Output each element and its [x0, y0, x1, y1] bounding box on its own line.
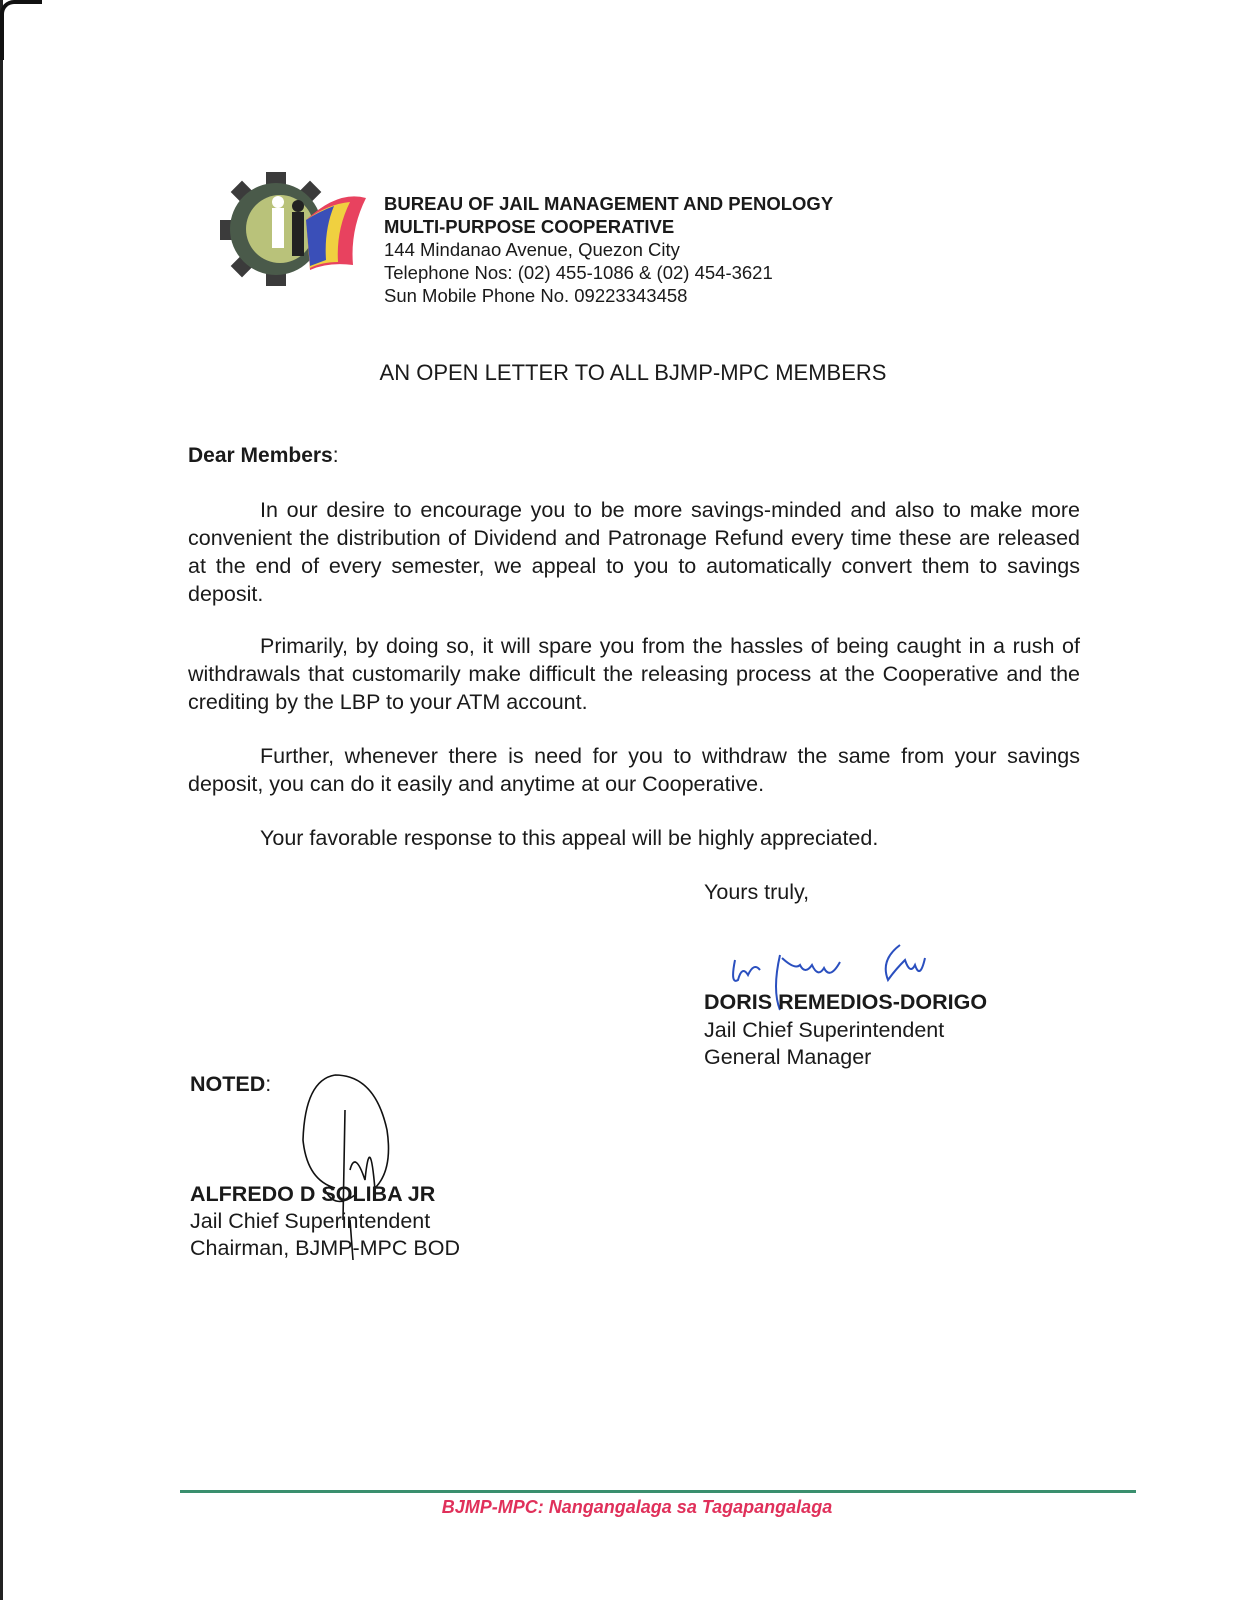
scan-edge	[0, 0, 3, 1600]
paragraph-1: In our desire to encourage you to be more savings-minded and also to make more convenient the distribution of Dividend and Patronage Refund every time these are released at the end of every semester, we appeal to you to automatically convert them to savings deposit.	[188, 498, 1080, 606]
salutation-colon: :	[332, 444, 339, 467]
gm-name: DORIS REMEDIOS-DORIGO	[704, 990, 988, 1014]
paragraph-2: Primarily, by doing so, it will spare you from the hassles of being caught in a rush of withdrawals that customarily make difficult the releasing process at the Cooperative and the crediting by the LBP to your ATM account.	[188, 634, 1080, 714]
footer-motto: BJMP-MPC: Nangangalaga sa Tagapangalaga	[441, 1497, 833, 1517]
paragraph-3: Further, whenever there is need for you to withdraw the same from your savings deposit, you can do it easily and anytime at our Cooperative.	[188, 744, 1080, 796]
address: 144 Mindanao Avenue, Quezon City	[384, 239, 680, 260]
org-name-line1: BUREAU OF JAIL MANAGEMENT AND PENOLOGY	[384, 193, 834, 214]
salutation-bold: Dear Members	[188, 444, 333, 467]
gm-rank: Jail Chief Superintendent	[704, 1018, 945, 1042]
chairman-rank: Jail Chief Superintendent	[190, 1209, 431, 1233]
scan-corner	[0, 0, 42, 60]
closing-phrase: Yours truly,	[704, 880, 810, 904]
noted-colon: :	[265, 1072, 272, 1096]
cooperative-logo	[218, 170, 368, 290]
chairman-name: ALFREDO D SOLIBA JR	[190, 1182, 436, 1206]
noted-bold: NOTED	[190, 1072, 266, 1096]
gm-position: General Manager	[704, 1045, 872, 1069]
letterhead	[384, 192, 833, 307]
letter-title: AN OPEN LETTER TO ALL BJMP-MPC MEMBERS	[379, 360, 887, 385]
noted-label	[190, 1070, 271, 1098]
salutation	[188, 444, 339, 468]
telephone: Telephone Nos: (02) 455-1086 & (02) 454-3621	[384, 262, 773, 283]
chairman-position: Chairman, BJMP-MPC BOD	[190, 1236, 460, 1260]
mobile: Sun Mobile Phone No. 09223343458	[384, 285, 688, 306]
org-name-line2: MULTI-PURPOSE COOPERATIVE	[384, 216, 675, 237]
paragraph-4: Your favorable response to this appeal will be highly appreciated.	[260, 826, 879, 850]
footer-divider	[180, 1490, 1136, 1493]
